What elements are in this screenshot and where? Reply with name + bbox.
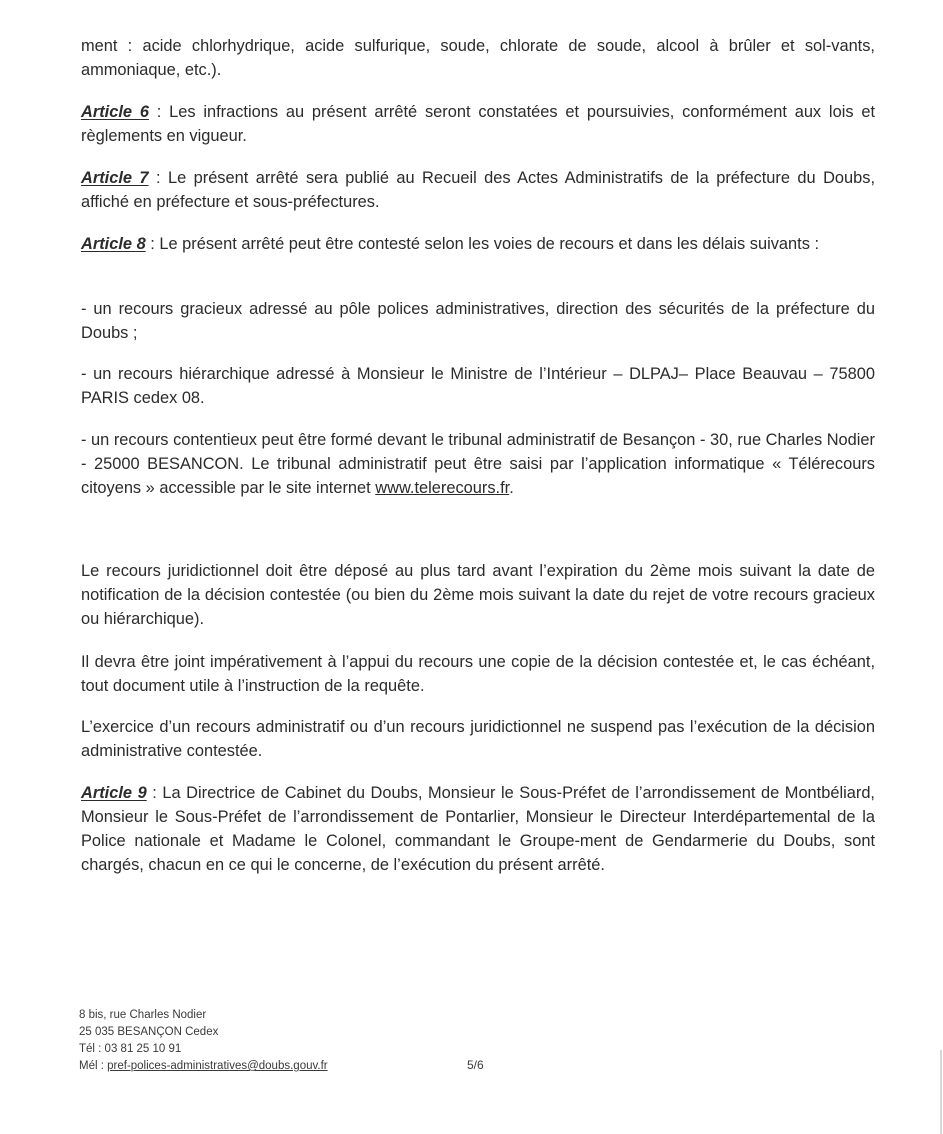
article-6-label: Article 6 [81, 103, 149, 121]
article-separator: : [146, 784, 163, 802]
paragraph-non-suspensif [81, 715, 875, 763]
paragraph-product-list [81, 34, 875, 82]
article-separator: : [145, 235, 160, 253]
page-edge-shadow [940, 1050, 942, 1134]
recours-hierarchique-text: - un recours hiérarchique adressé à Monsieur le Ministre de l’Intérieur – DLPAJ– Place Beauvau – 75800 PARIS cedex 08. [81, 365, 875, 407]
footer-email-label: Mél : [79, 1060, 108, 1072]
recours-gracieux [81, 297, 875, 345]
article-8-text: Le présent arrêté peut être contesté selon les voies de recours et dans les délais suivants : [159, 235, 820, 253]
recours-contentieux [81, 428, 875, 500]
page-number: 5/6 [467, 1058, 484, 1072]
footer-email-link[interactable]: pref-polices-administratives@doubs.gouv.fr [107, 1060, 328, 1072]
telerecours-link[interactable]: www.telerecours.fr [375, 479, 510, 497]
piece-jointe-text: Il devra être joint impérativement à l’appui du recours une copie de la décision contestée et, le cas échéant, tout document utile à l’instruction de la requête. [81, 653, 875, 695]
article-8 [81, 232, 875, 256]
recours-hierarchique [81, 362, 875, 410]
paragraph-delai-recours [81, 559, 875, 631]
recours-gracieux-text: - un recours gracieux adressé au pôle polices administratives, direction des sécurités de la préfecture du Doubs ; [81, 300, 875, 342]
footer-email-row [79, 1058, 328, 1075]
article-7-text: Le présent arrêté sera publié au Recueil des Actes Administratifs de la préfecture du Doubs, affiché en préfecture et sous-préfectures. [81, 169, 876, 211]
paragraph-piece-jointe [81, 650, 875, 698]
article-6-text: Les infractions au présent arrêté seront constatées et poursuivies, conformément aux lois et règlements en vigueur. [81, 103, 875, 145]
article-separator: : [148, 169, 168, 187]
article-7 [81, 166, 875, 214]
recours-contentieux-text: - un recours contentieux peut être formé devant le tribunal administratif de Besançon - 30, rue Charles Nodier - 25000 BESANCON. Le tribunal administratif peut être saisi par l’application informatique « Télérecours citoyens » accessible par le site internet [81, 431, 875, 497]
article-9-label: Article 9 [81, 784, 147, 802]
article-9-text: La Directrice de Cabinet du Doubs, Monsieur le Sous-Préfet de l’arrondissement de Montbéliard, Monsieur le Sous-Préfet de l’arrondissement de Pontarlier, Monsieur le Directeur Interdépartemental de la Police nationale et Madame le Colonel, commandant le Groupe-ment de Gendarmerie du Doubs, sont chargés, chacun en ce qui le concerne, de l’exécution du présent arrêté. [81, 784, 875, 874]
footer-address-line2: 25 035 BESANÇON Cedex [79, 1026, 219, 1038]
paragraph-text: ment : acide chlorhydrique, acide sulfurique, soude, chlorate de soude, alcool à brûler et sol-vants, ammoniaque, etc.). [81, 37, 875, 79]
non-suspensif-text: L’exercice d’un recours administratif ou d’un recours juridictionnel ne suspend pas l’exécution de la décision administrative contestée. [81, 718, 875, 760]
punctuation: . [509, 479, 514, 497]
article-separator: : [148, 103, 170, 121]
article-7-label: Article 7 [81, 169, 149, 187]
article-6 [81, 100, 875, 148]
footer-phone: Tél : 03 81 25 10 91 [79, 1043, 182, 1055]
delai-text: Le recours juridictionnel doit être déposé au plus tard avant l’expiration du 2ème mois suivant la date de notification de la décision contestée (ou bien du 2ème mois suivant la date du rejet de votre recours gracieux ou hiérarchique). [81, 562, 875, 628]
footer-address-line1: 8 bis, rue Charles Nodier [79, 1009, 207, 1021]
article-9 [81, 781, 875, 877]
footer-contact [79, 1007, 328, 1075]
article-8-label: Article 8 [81, 235, 146, 253]
